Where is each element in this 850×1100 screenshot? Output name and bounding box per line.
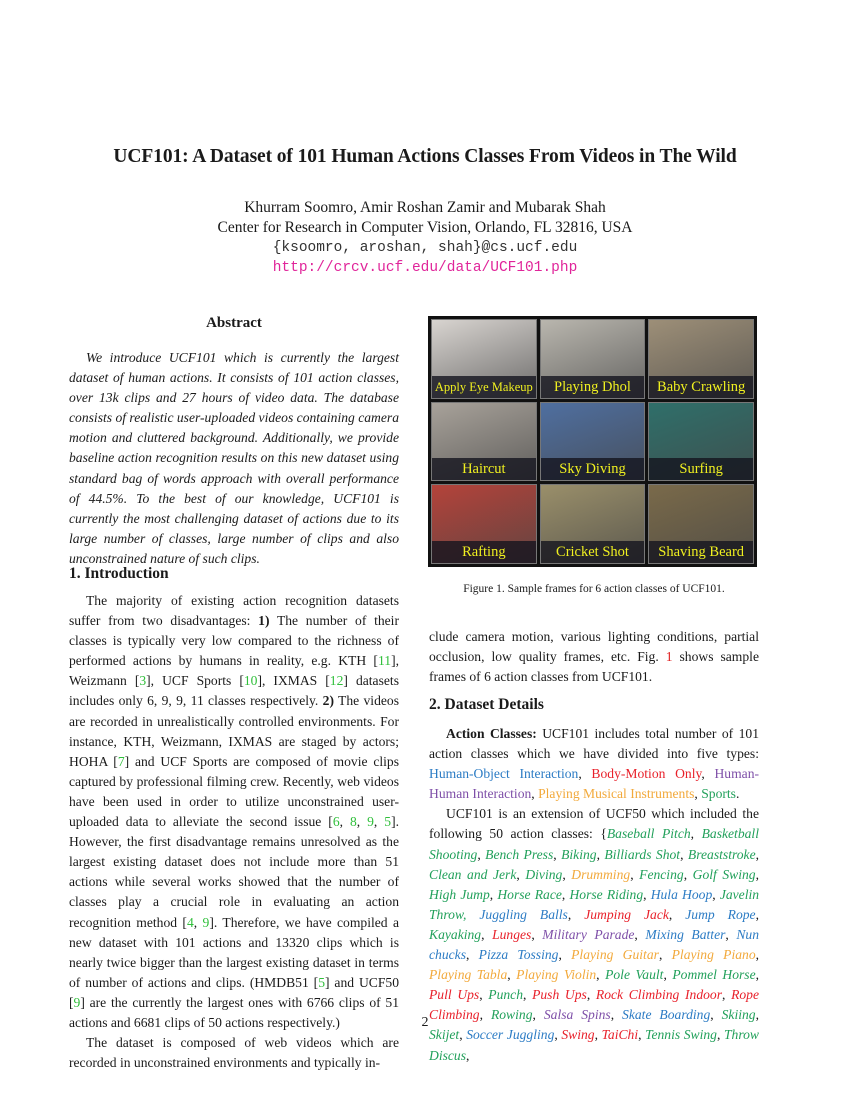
figure-tile (648, 484, 754, 564)
action-class: Rope Climbing (429, 987, 760, 1023)
action-class: Pole Vault (605, 967, 664, 983)
action-class: Skiing (721, 1007, 756, 1023)
action-class: TaiChi (601, 1027, 639, 1043)
figure-caption: Figure 1. Sample frames for 6 action classes of UCF101. (463, 583, 725, 595)
text-run: , (373, 814, 385, 830)
citation-link[interactable]: 5 (384, 814, 392, 830)
action-class: Basketball Shooting (429, 826, 759, 862)
tile-label: Shaving Beard (649, 541, 753, 563)
figure-tile (540, 484, 646, 564)
dataset-heading: 2. Dataset Details (429, 696, 544, 713)
action-class: Drumming (571, 866, 631, 882)
action-class: Soccer Juggling (466, 1027, 555, 1043)
text-run: , (339, 814, 350, 830)
citation-link[interactable]: 3 (139, 673, 147, 689)
tile-label: Rafting (432, 541, 536, 563)
text-run: The videos are recorded in unrealistically controlled environments. For instance, KTH, Weizmann, IXMAS are staged by actors; HOHA [ (69, 693, 399, 769)
action-class: Billiards Shot (604, 846, 681, 862)
action-class: Lunges (492, 926, 532, 942)
text-run: , (356, 814, 368, 830)
citation-link[interactable]: 8 (349, 814, 357, 830)
citation-link[interactable]: 9 (73, 994, 81, 1010)
intro-text-cont-b: shows sample frames of 6 action classes from UCF101. (429, 649, 759, 685)
action-class: Baseball Pitch (606, 826, 691, 842)
page-number: 2 (421, 1015, 429, 1030)
action-types-list: Human-Object Interaction, Body-Motion Only, Human-Human Interaction, Playing Musical Instruments, Sports. (429, 766, 760, 802)
ucf50-class-list: Baseball Pitch, Basketball Shooting, Bench Press, Biking, Billiards Shot, Breaststroke, Clean and Jerk, Diving, Drumming, Fencing, Golf Swing, High Jump, Horse Race, Horse Riding, Hula Hoop, Javelin Throw, Juggling Balls, Jumping Jack, Jump Rope, Kayaking, Lunges, Military Parade, Mixing Batter, Nun chucks, Pizza Tossing, Playing Guitar, Playing Piano, Playing Tabla, Playing Violin, Pole Vault, Pommel Horse, Pull Ups, Punch, Push Ups, Rock Climbing Indoor, Rope Climbing, Rowing, Salsa Spins, Skate Boarding, Skiing, Skijet, Soccer Juggling, Swing, TaiChi, Tennis Swing, Throw Discus, (429, 826, 760, 1063)
text-run: ] datasets includes only 6, 9, 9, 11 classes respectively. (69, 673, 399, 709)
intro-paragraph-1 (69, 591, 399, 1033)
action-class: Skate Boarding (622, 1007, 711, 1023)
text-run: , (193, 914, 203, 930)
figure-tile (648, 319, 754, 399)
citation-link[interactable]: 10 (243, 673, 258, 689)
dataset-paragraph-1 (429, 724, 759, 804)
text-run: ] are the currently the largest ones with 6766 clips of 51 actions and 6681 clips of 50 actions respectively.) (69, 994, 399, 1030)
intro-paragraph-2: The dataset is composed of web videos which are recorded in unconstrained environments and typically in- (69, 1035, 399, 1071)
action-class: Hula Hoop (650, 886, 713, 902)
text-run: ], IXMAS [ (257, 673, 330, 689)
action-class: Pizza Tossing (478, 947, 559, 963)
action-class: Jumping Jack (584, 906, 669, 922)
text-run: The majority of existing action recognition datasets suffer from two disadvantages: (69, 593, 399, 629)
abstract-paragraph: We introduce UCF101 which is currently the largest dataset of human actions. It consists of 101 action classes, over 13k clips and 27 hours of video data. The database consists of realistic user-uploaded videos containing camera motion and cluttered background. Additionally, we provide baseline action recognition results on this new dataset using standard bag of words approach with overall performance of 44.5%. To the best of our knowledge, UCF101 is currently the most challenging dataset of actions due to its large number of classes, large number of clips and also unconstrained nature of such clips. (69, 350, 399, 566)
citation-link[interactable]: 6 (332, 814, 340, 830)
figure-tile (540, 319, 646, 399)
action-class: Playing Violin (516, 967, 597, 983)
text-run: ] and UCF50 [ (69, 974, 399, 1010)
action-class: Swing (561, 1027, 595, 1043)
dataset-p2-text: UCF101 is an extension of UCF50 which included the following 50 action classes: { (429, 806, 759, 842)
tile-label: Apply Eye Makeup (432, 376, 536, 398)
intro-continued (429, 627, 759, 687)
action-class: Bench Press (485, 846, 554, 862)
action-type: Sports (701, 786, 736, 802)
action-class: Military Parade (542, 926, 635, 942)
email: {ksoomro, aroshan, shah}@cs.ucf.edu (272, 240, 578, 256)
text-run: ]. However, the first disadvantage remains unresolved as the largest existing dataset does not include more than 51 actions while several works showed that the number of classes play a crucial role in evaluating an action recognition method [ (69, 814, 400, 930)
action-type: Body-Motion Only (591, 766, 702, 782)
citation-link[interactable]: 9 (367, 814, 374, 830)
action-class: Horse Race (497, 886, 562, 902)
action-class: Breaststroke (687, 846, 756, 862)
action-class: Playing Tabla (429, 967, 508, 983)
action-class: Tennis Swing (645, 1027, 717, 1043)
text-run: The number of their classes is typically very low compared to the richness of performed actions by humans in reality, e.g. KTH [ (69, 613, 399, 669)
tile-label: Baby Crawling (649, 376, 753, 398)
abstract-heading: Abstract (206, 315, 262, 331)
action-class: Pommel Horse (672, 967, 756, 983)
tile-label: Playing Dhol (541, 376, 645, 398)
text-run: ], UCF Sports [ (146, 673, 244, 689)
figure-tile (648, 402, 754, 482)
author-block (0, 198, 850, 278)
figure-tile (540, 402, 646, 482)
action-class: Skijet (429, 1027, 460, 1043)
action-class: Golf Swing (692, 866, 756, 882)
action-class: Juggling Balls (479, 906, 568, 922)
citation-link[interactable]: 9 (202, 914, 210, 930)
figure-ref-link[interactable]: 1 (665, 649, 673, 665)
figure-tile (431, 484, 537, 564)
figure-1-grid (428, 316, 757, 567)
abstract-text (69, 348, 399, 569)
citation-link[interactable]: 11 (377, 653, 392, 669)
action-class: Javelin Throw, (429, 886, 760, 922)
intro-heading: 1. Introduction (69, 565, 169, 582)
figure-tile (431, 319, 537, 399)
enumerator: 1) (258, 613, 270, 629)
tile-label: Sky Diving (541, 458, 645, 480)
citation-link[interactable]: 4 (186, 914, 194, 930)
action-class: Jump Rope (685, 906, 756, 922)
citation-link[interactable]: 5 (318, 974, 325, 990)
intro-text (69, 591, 399, 1073)
tile-label: Haircut (432, 458, 536, 480)
action-class: Rock Climbing Indoor (595, 987, 723, 1003)
action-class: High Jump (429, 886, 490, 902)
action-class: Clean and Jerk (429, 866, 517, 882)
action-classes-label: Action Classes: (446, 726, 537, 741)
action-class: Playing Guitar (571, 947, 659, 963)
tile-label: Cricket Shot (541, 541, 645, 563)
action-class: Salsa Spins (543, 1007, 611, 1023)
action-class: Push Ups (532, 987, 587, 1003)
figure-tile (431, 402, 537, 482)
action-class: Throw Discus (429, 1027, 759, 1063)
action-class: Horse Riding (569, 886, 644, 902)
action-class: Nun chucks (429, 926, 760, 963)
action-class: Pull Ups (429, 987, 480, 1003)
tile-label: Surfing (649, 458, 753, 480)
action-class: Mixing Batter (645, 926, 726, 942)
action-type: Human-Human Interaction (429, 766, 760, 802)
citation-link[interactable]: 7 (117, 753, 125, 769)
text-run: ], Weizmann [ (69, 653, 399, 689)
project-url-link[interactable]: http://crcv.ucf.edu/data/UCF101.php (272, 260, 578, 276)
authors: Khurram Soomro, Amir Roshan Zamir and Mubarak Shah (244, 199, 606, 216)
action-class: Playing Piano (671, 947, 756, 963)
action-class: Punch (488, 987, 524, 1003)
action-class: Biking (561, 846, 597, 862)
action-class: Kayaking (429, 926, 482, 942)
dataset-p1-text: UCF101 includes total number of 101 action classes which we have divided into five types: (429, 726, 759, 762)
paper-title: UCF101: A Dataset of 101 Human Actions Classes From Videos in The Wild (113, 146, 737, 167)
action-type: Playing Musical Instruments (538, 786, 695, 802)
enumerator: 2) (322, 693, 334, 709)
action-class: Diving (525, 866, 563, 882)
text-run: ]. Therefore, we have compiled a new dataset with 101 actions and 13320 clips which is nearly twice bigger than the largest existing dataset in terms of number of actions and clips. (HMDB51 [ (69, 914, 400, 990)
action-type: Human-Object Interaction (429, 766, 579, 782)
action-class: Rowing (490, 1007, 533, 1023)
affiliation: Center for Research in Computer Vision, Orlando, FL 32816, USA (217, 219, 633, 236)
citation-link[interactable]: 12 (329, 673, 344, 689)
text-run: ] and UCF Sports are composed of movie clips captured by professional filming crew. Recently, web videos have been used in order to utilize unconstrained user-uploaded data to alleviate the second issue [ (69, 753, 399, 830)
action-class: Fencing (639, 866, 684, 882)
intro-text-cont-a: clude camera motion, various lighting conditions, partial occlusion, low quality frames, etc. Fig. (429, 629, 759, 665)
